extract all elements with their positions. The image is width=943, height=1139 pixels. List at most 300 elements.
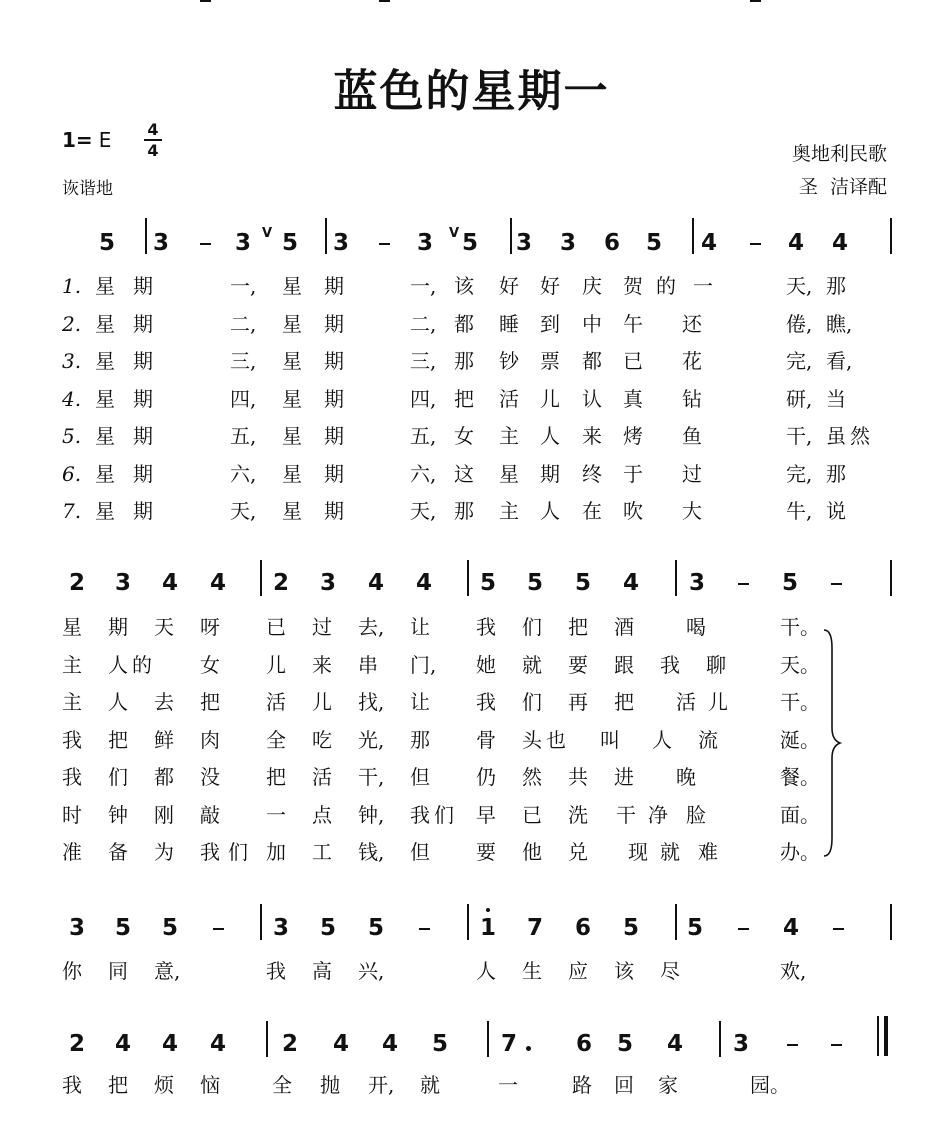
lyric-syllable: 该 [454,274,474,298]
note: 3 [332,230,349,256]
lyric-syllable: 把 [200,690,220,714]
lyric-syllable: 你 [62,959,82,983]
note: 5 [781,570,798,596]
lyric-syllable: 生 [522,959,542,983]
lyric-syllable: 主 [62,652,82,677]
note: 7 [500,1031,517,1057]
note: 3 [515,230,532,256]
sustain-dash [738,583,749,585]
lyric-syllable: 一, [410,274,437,298]
lyric-syllable: 然 [522,765,542,789]
note: 5 [461,230,478,256]
lyric-syllable: 但 [410,840,430,864]
lyric-row [0,309,943,339]
lyric-syllable: 期 [324,499,344,523]
repeat-brace [822,628,844,858]
lyric-row [0,346,943,376]
lyric-syllable: 期 [324,274,344,298]
lyric-syllable: 抛 [320,1073,340,1097]
lyric-syllable: 们 [522,615,542,639]
lyric-syllable: 时 [62,802,82,827]
lyric-syllable: 路 [572,1073,592,1097]
high-octave-dot [486,908,490,912]
lyric-syllable: 我 [62,765,82,789]
barline [510,218,512,254]
lyric-syllable: 全 [266,727,286,752]
lyric-syllable: 的 [132,652,152,677]
lyric-syllable: 涎。 [780,727,820,752]
lyric-syllable: 到 [540,311,560,336]
augmentation-dot [526,1046,531,1051]
note: 4 [209,570,226,596]
lyric-syllable: 把 [108,727,128,752]
lyric-syllable: 回 [614,1073,634,1097]
lyric-syllable: 6. [62,461,82,486]
lyric-syllable: 我 [200,840,220,864]
lyric-syllable: 期 [324,424,344,448]
lyric-syllable: 共 [568,765,588,789]
note: 3 [272,915,289,941]
lyric-syllable: 星 [282,311,302,336]
key-signature [62,128,111,152]
note: 5 [431,1031,448,1057]
lyric-syllable: 来 [312,652,332,677]
lyric-syllable: 二, [410,311,437,336]
lyric-syllable: 我 [410,802,430,827]
origin-credit: 奥地利民歌 [791,143,887,165]
lyric-syllable: 呀 [200,615,220,639]
lyric-syllable: 刚 [154,802,174,827]
lyric-syllable: 骨 [476,727,496,752]
lyric-syllable: 午 [623,311,643,336]
note: 5 [114,915,131,941]
lyric-syllable: 烦 [154,1073,174,1097]
lyric-syllable: 们 [108,765,128,789]
lyric-syllable: 星 [282,499,302,523]
note: 5 [367,915,384,941]
lyric-syllable: 们 [522,690,542,714]
final-barline-thick [884,1016,888,1056]
lyric-syllable: 干, [786,424,813,448]
breath-mark: V [449,226,460,241]
sustain-dash [750,243,761,245]
barline [675,560,677,596]
sustain-dash [419,928,430,930]
lyric-syllable: 欢, [780,959,807,983]
lyric-syllable: 已 [623,349,643,373]
lyric-syllable: 一, [230,274,257,298]
note: 4 [666,1031,683,1057]
lyric-syllable: 把 [108,1073,128,1097]
lyric-syllable: 为 [154,840,174,864]
lyric-syllable: 儿 [540,386,560,411]
lyric-row [0,271,943,301]
barline [692,218,694,254]
barline [890,218,892,254]
lyric-syllable: 活 [499,386,519,411]
barline [145,218,147,254]
lyric-syllable: 我 [476,690,496,714]
lyric-syllable: 真 [623,386,643,411]
lyric-syllable: 六, [230,461,257,486]
lyric-syllable: 头 [522,727,542,752]
lyric-syllable: 在 [582,499,602,523]
lyric-syllable: 1. [62,274,82,298]
lyric-syllable: 钟, [358,802,385,827]
lyric-syllable: 我 [660,652,680,677]
note: 4 [161,570,178,596]
lyric-syllable: 天, [410,499,437,523]
lyric-syllable: 三, [230,349,257,373]
lyric-syllable: 这 [454,461,474,486]
key-prefix: 1= [62,128,93,152]
lyric-syllable: 门, [410,652,437,677]
note: 4 [114,1031,131,1057]
lyric-syllable: 星 [95,311,115,336]
note: 4 [381,1031,398,1057]
note: 2 [272,570,289,596]
lyric-syllable: 都 [582,349,602,373]
barline [260,560,262,596]
sustain-dash [213,928,224,930]
note: 5 [645,230,662,256]
lyric-syllable: 完, [786,349,813,373]
time-signature-top: 4 [147,120,159,139]
note: 2 [281,1031,298,1057]
note: 3 [68,915,85,941]
note: 2 [68,570,85,596]
lyric-syllable: 我 [266,959,286,983]
lyric-syllable: 活 [312,765,332,789]
barline [719,1021,721,1057]
sustain-dash [831,583,842,585]
lyric-syllable: 五, [410,424,437,448]
lyric-syllable: 星 [282,424,302,448]
lyric-syllable: 5. [62,424,82,448]
lyric-syllable: 期 [133,274,153,298]
lyric-syllable: 于 [623,461,643,486]
lyric-syllable: 跟 [614,652,634,677]
lyric-syllable: 高 [312,959,332,983]
note: 6 [574,915,591,941]
lyric-syllable: 星 [282,386,302,411]
note: 4 [787,230,804,256]
note: 4 [415,570,432,596]
lyric-syllable: 我 [476,615,496,639]
lyric-syllable: 星 [95,386,115,411]
lyric-syllable: 串 [358,652,378,677]
song-title: 蓝色的星期一 [333,66,610,117]
lyric-syllable: 现 [628,840,648,864]
lyric-syllable: 要 [476,840,496,864]
lyric-syllable: 说 [826,499,846,523]
lyric-syllable: 没 [200,765,220,789]
lyric-syllable: 二, [230,311,257,336]
note: 5 [622,915,639,941]
lyric-syllable: 再 [568,690,588,714]
lyric-syllable: 贺 [623,274,643,298]
sustain-dash [833,928,844,930]
lyric-syllable: 脸 [686,802,706,827]
lyric-syllable: 花 [682,349,702,373]
lyric-syllable: 星 [95,461,115,486]
lyric-row [0,687,943,717]
lyric-syllable: 期 [133,386,153,411]
lyric-row [0,496,943,526]
lyric-syllable: 还 [682,311,702,336]
lyric-syllable: 过 [312,615,332,639]
lyric-syllable: 四, [230,386,257,411]
lyric-syllable: 六, [410,461,437,486]
lyric-syllable: 7. [62,499,82,523]
lyric-syllable: 认 [582,386,602,411]
lyric-syllable: 准 [62,840,82,864]
lyric-syllable: 活 [266,690,286,714]
lyric-syllable: 4. [62,386,82,411]
lyric-syllable: 四, [410,386,437,411]
lyric-syllable: 人 [540,424,560,448]
lyric-syllable: 五, [230,424,257,448]
lyric-syllable: 餐。 [780,765,820,789]
lyric-syllable: 把 [454,386,474,411]
barline [487,1021,489,1057]
lyric-syllable: 也 [546,727,566,752]
lyric-syllable: 聊 [706,652,726,677]
lyric-syllable: 一 [693,274,713,298]
lyric-syllable: 进 [614,765,634,789]
lyric-syllable: 我 [62,727,82,752]
note: 4 [782,915,799,941]
lyric-syllable: 那 [454,499,474,523]
sustain-dash [200,243,211,245]
lyric-syllable: 干。 [780,690,820,714]
lyric-syllable: 期 [108,615,128,639]
note: 3 [559,230,576,256]
lyric-syllable: 鱼 [682,424,702,448]
lyric-syllable: 好 [499,274,519,298]
lyric-syllable: 一 [266,802,286,827]
lyric-syllable: 那 [826,274,846,298]
lyric-syllable: 一 [498,1073,518,1097]
sustain-dash [738,928,749,930]
note: 3 [319,570,336,596]
lyric-syllable: 人 [476,959,496,983]
lyric-syllable: 期 [324,311,344,336]
lyric-syllable: 期 [324,386,344,411]
lyric-syllable: 期 [324,461,344,486]
lyric-syllable: 三, [410,349,437,373]
lyric-syllable: 鲜 [154,727,174,752]
lyric-syllable: 活 [676,690,696,714]
lyric-syllable: 肉 [200,727,220,752]
lyric-syllable: 星 [95,424,115,448]
lyric-syllable: 难 [698,840,718,864]
note: 5 [526,570,543,596]
note: 2 [68,1031,85,1057]
lyric-row [0,762,943,792]
note: 5 [616,1031,633,1057]
lyric-row [0,837,943,867]
lyric-syllable: 那 [410,727,430,752]
lyric-syllable: 钞 [499,349,519,373]
tempo-marking: 诙谐地 [62,179,113,199]
lyric-syllable: 儿 [312,690,332,714]
lyric-syllable: 恼 [200,1073,220,1097]
lyric-syllable: 就 [420,1073,440,1097]
note: 5 [686,915,703,941]
lyric-syllable: 那 [454,349,474,373]
lyric-syllable: 意, [154,959,181,983]
lyric-syllable: 喝 [686,615,706,639]
barline [890,560,892,596]
lyric-syllable: 面。 [780,802,820,827]
key-note: E [98,128,112,152]
lyric-syllable: 我 [62,1073,82,1097]
lyric-syllable: 工 [312,840,332,864]
sustain-dash [787,1044,798,1046]
lyric-syllable: 早 [476,802,496,827]
sustain-dash [379,243,390,245]
note: 3 [234,230,251,256]
lyric-syllable: 吃 [312,727,332,752]
note: 6 [575,1031,592,1057]
lyric-syllable: 烤 [623,424,643,448]
note: 1 [479,915,496,941]
note: 7 [526,915,543,941]
lyric-syllable: 女 [454,424,474,448]
lyric-syllable: 人 [540,499,560,523]
sustain-dash [831,1044,842,1046]
lyric-syllable: 睡 [499,311,519,336]
lyric-syllable: 天。 [780,652,820,677]
note: 6 [603,230,620,256]
note: 3 [732,1031,749,1057]
lyric-syllable: 全 [272,1073,292,1097]
lyric-syllable: 把 [568,615,588,639]
lyric-syllable: 期 [324,349,344,373]
note: 3 [688,570,705,596]
lyric-syllable: 都 [154,765,174,789]
lyric-syllable: 研, [786,386,813,411]
note: 4 [831,230,848,256]
lyric-syllable: 兑 [568,840,588,864]
lyric-syllable: 期 [133,424,153,448]
lyric-syllable: 过 [682,461,702,486]
lyric-syllable: 星 [95,274,115,298]
lyric-syllable: 应 [568,959,588,983]
lyric-row [0,650,943,680]
lyric-syllable: 加 [266,840,286,864]
lyric-row [0,459,943,489]
sustain-dash [750,0,761,2]
lyric-syllable: 叫 [600,727,620,752]
lyric-syllable: 星 [282,274,302,298]
barline [467,560,469,596]
note: 4 [161,1031,178,1057]
lyric-syllable: 但 [410,765,430,789]
lyric-syllable: 倦, [786,311,813,336]
lyric-syllable: 星 [499,461,519,486]
lyric-syllable: 让 [410,690,430,714]
lyric-syllable: 钻 [682,386,702,411]
barline [325,218,327,254]
note: 3 [416,230,433,256]
lyric-syllable: 该 [614,959,634,983]
note: 3 [114,570,131,596]
lyric-syllable: 都 [454,311,474,336]
lyric-syllable: 2. [62,311,82,336]
lyric-syllable: 们 [228,840,248,864]
lyric-syllable: 星 [282,349,302,373]
lyric-syllable: 点 [312,802,332,827]
lyric-syllable: 女 [200,652,220,677]
lyric-syllable: 酒 [614,615,634,639]
note: 4 [700,230,717,256]
lyric-syllable: 瞧, [826,311,853,336]
lyric-syllable: 期 [133,349,153,373]
sustain-dash [379,0,390,2]
lyric-row [0,384,943,414]
lyric-row [0,800,943,830]
note: 5 [281,230,298,256]
lyric-syllable: 星 [282,461,302,486]
lyric-syllable: 光, [358,727,385,752]
lyric-syllable: 天, [786,274,813,298]
lyric-syllable: 仍 [476,765,496,789]
breath-mark: V [262,226,273,241]
barline [467,904,469,940]
lyric-syllable: 要 [568,652,588,677]
lyric-syllable: 主 [499,424,519,448]
lyric-syllable: 天, [230,499,257,523]
lyric-syllable: 庆 [582,274,602,298]
barline [266,1021,268,1057]
lyric-syllable: 期 [133,499,153,523]
lyric-syllable: 他 [522,840,542,864]
lyric-syllable: 3. [62,349,82,373]
lyric-syllable: 星 [95,499,115,523]
note: 5 [574,570,591,596]
lyric-syllable: 主 [62,690,82,714]
lyric-syllable: 流 [698,727,718,752]
lyric-syllable: 牛, [786,499,813,523]
lyric-syllable: 敲 [200,802,220,827]
lyric-syllable: 星 [62,615,82,639]
lyric-syllable: 她 [476,652,496,677]
note: 5 [319,915,336,941]
lyric-syllable: 园。 [750,1073,790,1097]
note: 4 [332,1031,349,1057]
note: 4 [209,1031,226,1057]
lyric-syllable: 办。 [780,840,820,864]
lyric-syllable: 备 [108,840,128,864]
lyric-syllable: 好 [540,274,560,298]
barline [260,904,262,940]
lyric-syllable: 们 [434,802,454,827]
lyric-syllable: 吹 [623,499,643,523]
lyric-syllable: 大 [682,499,702,523]
sustain-dash [200,0,211,2]
lyric-syllable: 期 [540,461,560,486]
lyric-syllable: 期 [133,461,153,486]
translator-credit: 圣 洁译配 [798,176,887,198]
lyric-syllable: 期 [133,311,153,336]
lyric-syllable: 完, [786,461,813,486]
lyric-syllable: 来 [582,424,602,448]
time-signature [144,121,162,159]
lyric-syllable: 星 [95,349,115,373]
lyric-syllable: 让 [410,615,430,639]
